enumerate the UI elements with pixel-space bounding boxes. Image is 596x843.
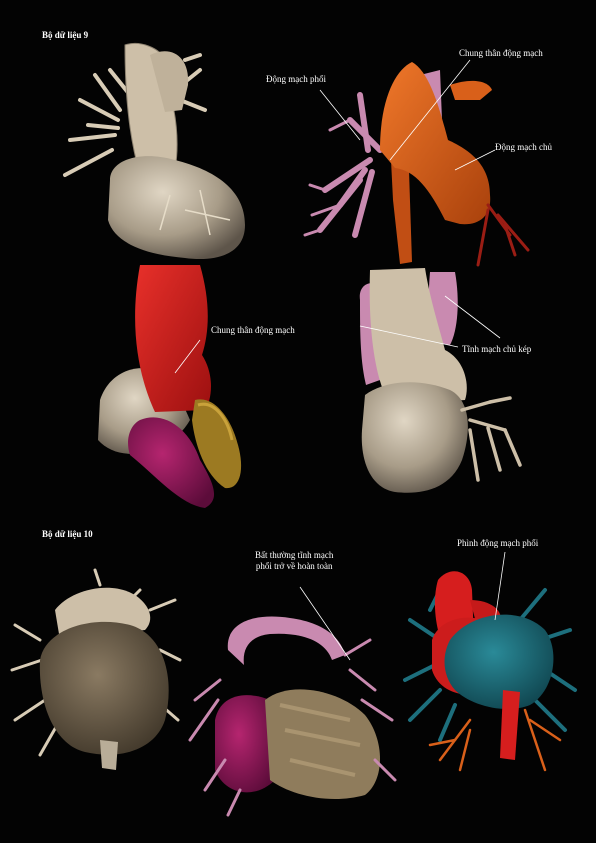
- heart-model-9a: [65, 43, 245, 259]
- section-title-dataset-10: Bộ dữ liệu 10: [42, 529, 93, 539]
- label-tapvr-line2: phổi trở về hoàn toàn: [255, 561, 333, 571]
- section-title-dataset-9: Bộ dữ liệu 9: [42, 30, 89, 40]
- label-truncus-arteriosus-middle: Chung thân động mạch: [211, 325, 295, 335]
- truncus-model-9c: [98, 265, 241, 508]
- label-aorta: Động mạch chủ: [495, 142, 552, 152]
- heart-model-10a: [12, 570, 180, 770]
- label-tapvr-line1: Bất thường tĩnh mạch: [255, 550, 334, 560]
- label-pa-aneurysm: Phình động mạch phổi: [457, 538, 539, 548]
- double-svc-model-9d: [360, 268, 520, 493]
- tapvr-model-10b: [190, 617, 395, 815]
- pa-aneurysm-model-10c: [405, 571, 575, 770]
- label-truncus-arteriosus-top: Chung thân động mạch: [459, 48, 543, 58]
- label-tapvr: [255, 550, 333, 572]
- label-pulmonary-artery: Động mạch phổi: [266, 74, 326, 84]
- truncus-model-9b: [305, 62, 528, 265]
- label-double-svc: Tĩnh mạch chủ kép: [462, 344, 532, 354]
